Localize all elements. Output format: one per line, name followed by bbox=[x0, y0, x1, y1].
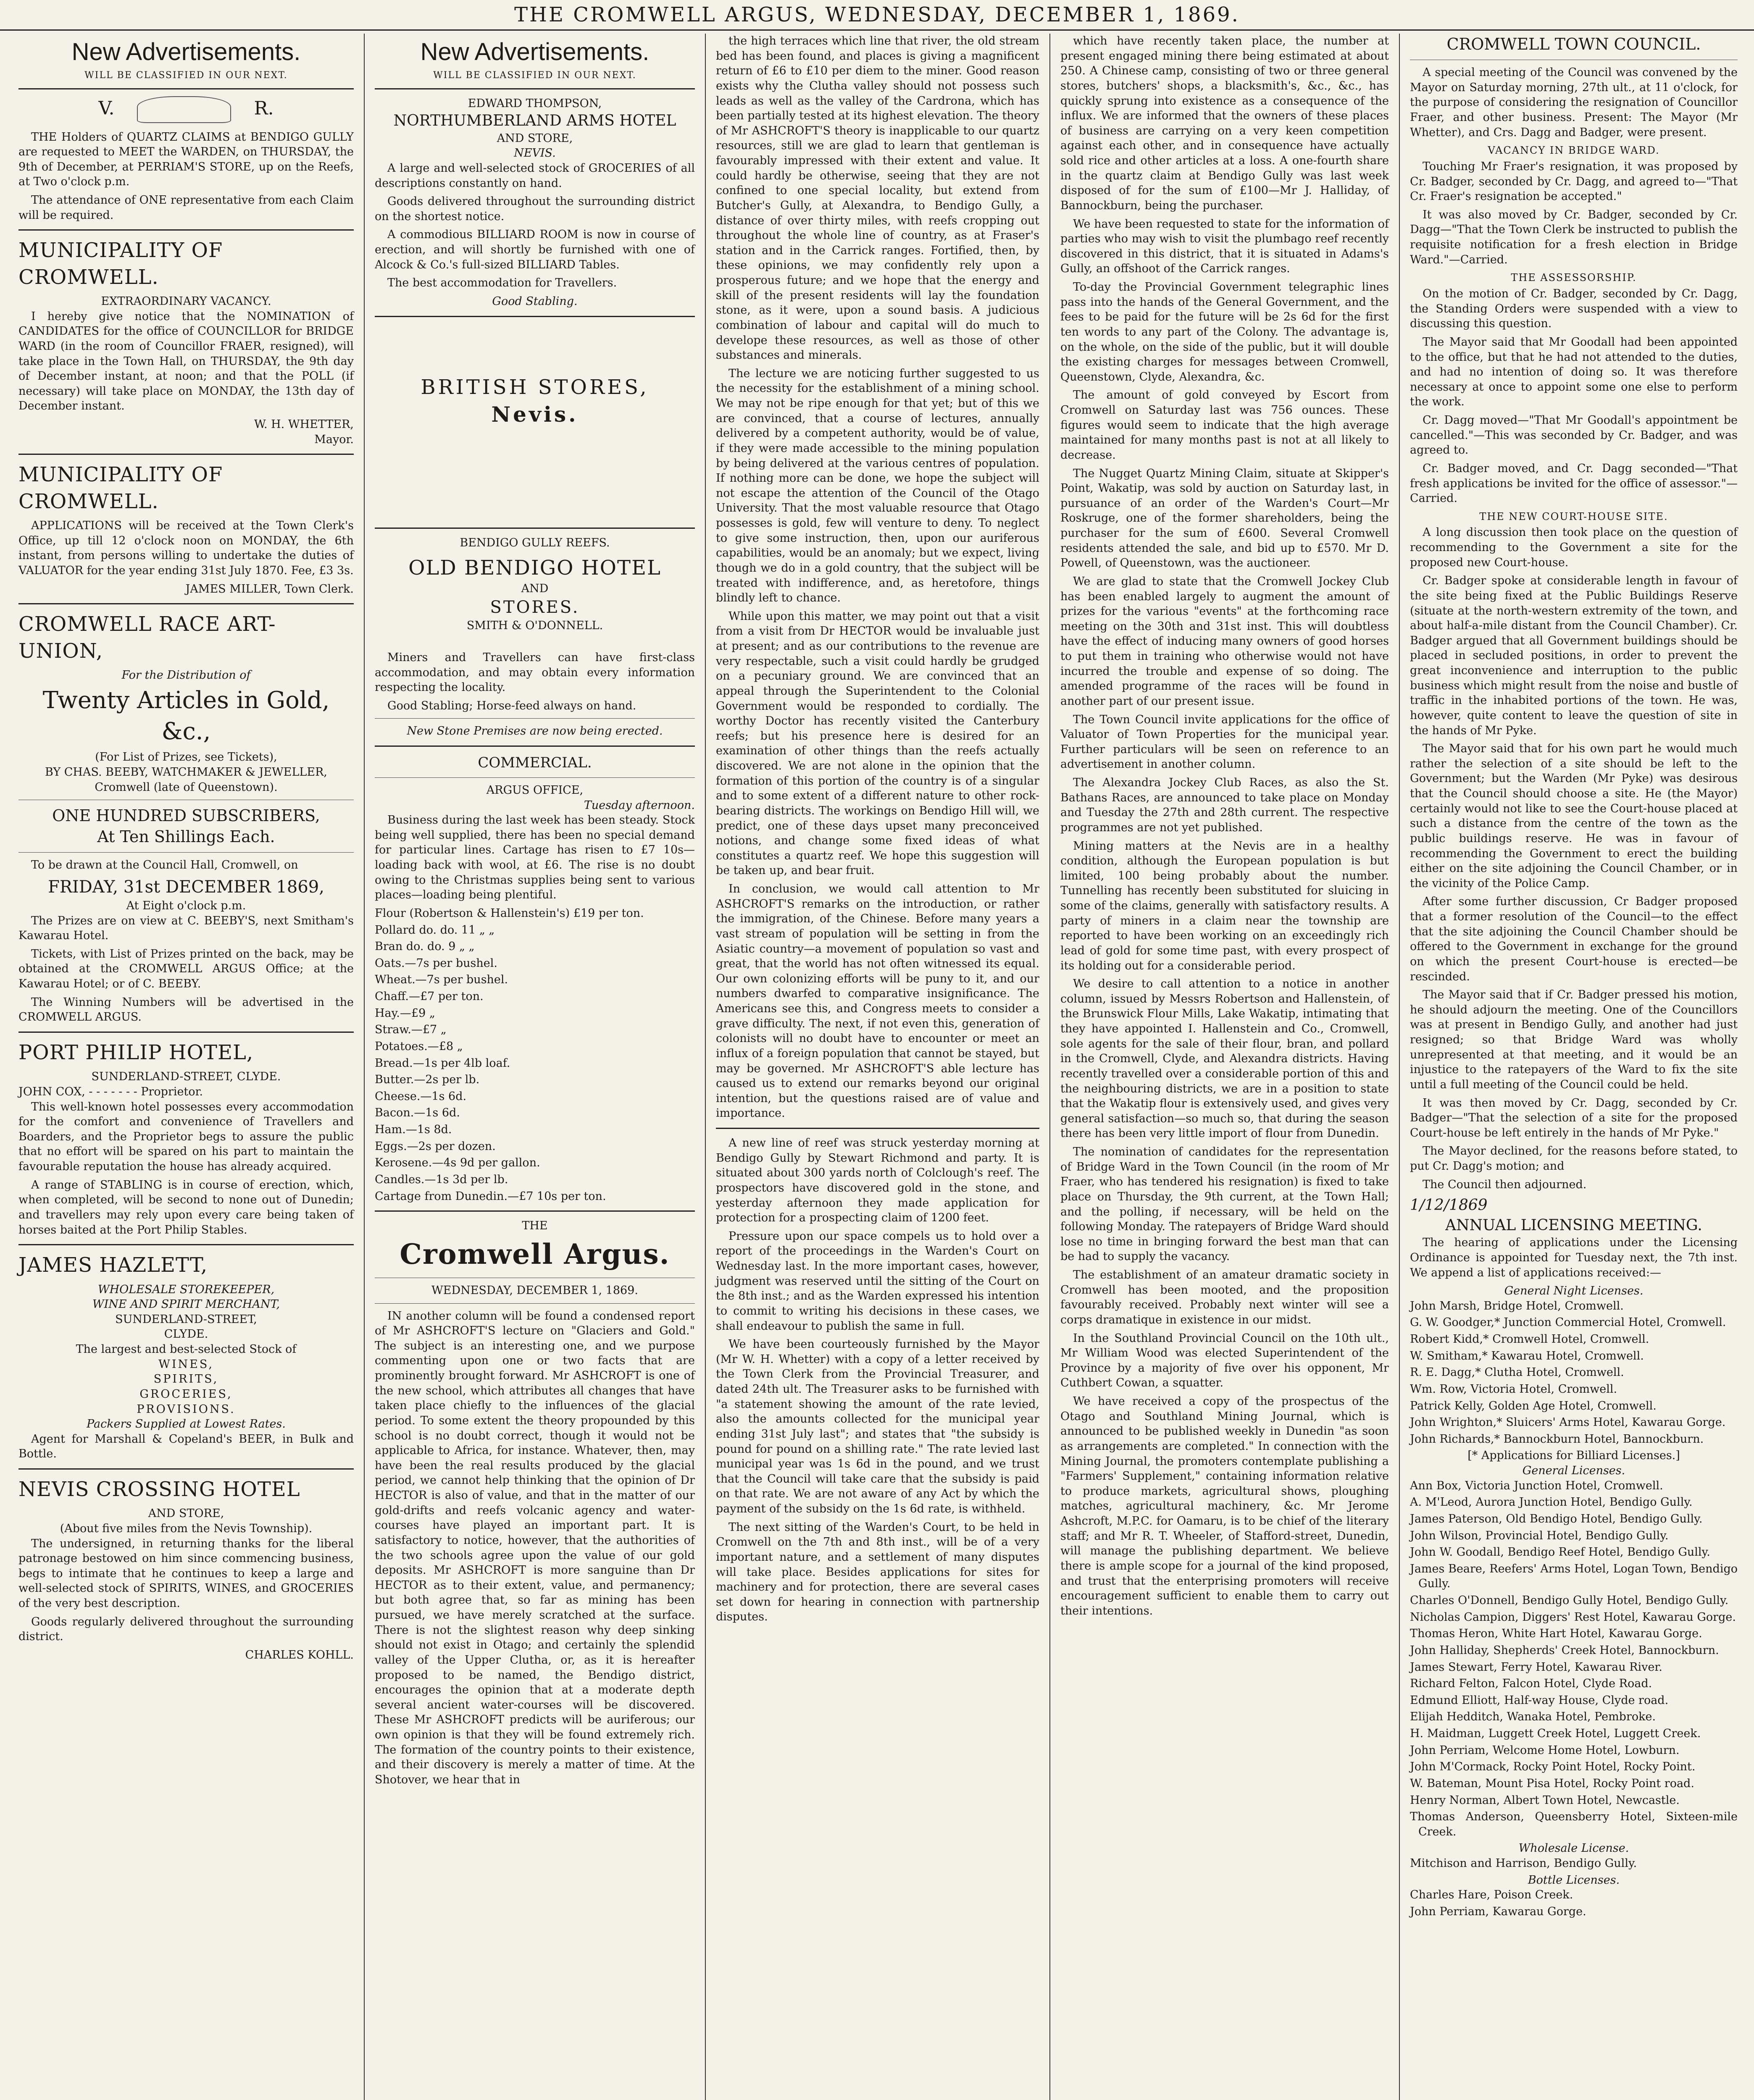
list-item: John Perriam, Welcome Home Hotel, Lowburn. bbox=[1410, 1743, 1680, 1757]
nevis-hotel-sub: AND STORE, bbox=[148, 1507, 224, 1520]
price-item: Cheese.—1s 6d. bbox=[375, 1089, 467, 1103]
list-item: Patrick Kelly, Golden Age Hotel, Cromwell. bbox=[1410, 1399, 1657, 1412]
et-text: A large and well-selected stock of GROCERIES of all descriptions constantly on hand. bbox=[375, 161, 695, 190]
column-5 bbox=[1399, 34, 1748, 2100]
race-hundred: ONE HUNDRED SUBSCRIBERS, bbox=[52, 806, 320, 825]
nevis-hotel-loc: (About five miles from the Nevis Township). bbox=[60, 1522, 313, 1535]
editorial-text: IN another column will be found a condensed report of Mr ASHCROFT'S lecture on "Glaciers and Gold." The subject is an interesting one, and we purpose commenting upon one or two facts that are prominently brought forward. Mr ASHCROFT is one of the new school, which attributes all changes that have taken place chiefly to the influences of the glacial period. To some extent the theory propounded by this school is no doubt correct, though it would not be applicable to Africa, for instance. Whatever, then, may have been the real results produced by the glacial period, we cannot help thinking that the opinion of Dr HECTOR is also of value, and that in the matter of our gold-drifts and reefs volcanic agency and water-courses have played an important part. It is satisfactory to notice, however, that the authorities of the two schools agree upon the value of our gold deposits. Mr ASHCROFT is more sanguine than Dr HECTOR as to their extent, value, and permanency; but both agree that, so far as mining has been pursued, we have merely scratched at the surface. There is not the slightest reason why deep sinking should not exist in Otago; and certainly the splendid valley of the Upper Clutha, or, as it is hereafter proposed to be named, the Bendigo district, encourages the opinion that at a moderate depth several ancient water-courses will be discovered. These Mr ASHCROFT predicts will be auriferous; our own opinion is that they will be found extremely rich. The formation of the country points to their existence, and their discovery is merely a matter of time. At the Shotover, we hear that in bbox=[375, 1309, 695, 1786]
divider bbox=[375, 528, 695, 529]
news-paragraph: The establishment of an amateur dramatic society in Cromwell has been mooted, and the proposition favourably received. Probably next winter will see a corps dramatique in existence in our midst. bbox=[1060, 1268, 1389, 1326]
news-paragraph: The Alexandra Jockey Club Races, as also the St. Bathans Races, are announced to take place on Monday and Tuesday the 27th and 28th current. The respective programmes are not yet published. bbox=[1060, 776, 1389, 834]
hazlett-item: WINES, bbox=[158, 1357, 214, 1371]
editorial-continued: the high terraces which line that river, the old stream bed has been found, and places is giving a magnificent return of £6 to £10 per diem to the miner. Good reason exists why the Clutha valley should not possess such leads as well as the valley of the Cardrona, which has been partially tested at its highest elevation. The theory of Mr ASHCROFT'S theory is inapplicable to our quartz resources, still we are glad to learn that gentleman is favourably impressed with their extent and value. It could hardly be otherwise, seeing that they are not confined to one special locality, but extend from Butcher's Gully, at Alexandra, to Bendigo Gully, a distance of over thirty miles, with reefs cropping out throughout the whole line of country, as at Fraser's station and in the Carrick ranges. Fortified, then, by these opinions, we may confidently rely upon a prosperous future; and we hope that the energy and skill of the present residents will lay the foundation stone, as it were, upon a sound basis. A judicious combination of labour and capital will do much to develope these resources, as well as those of other substances and minerals. bbox=[716, 34, 1039, 362]
list-item: Elijah Hedditch, Wanaka Hotel, Pembroke. bbox=[1410, 1710, 1656, 1724]
price-item: Kerosene.—4s 9d per gallon. bbox=[375, 1156, 540, 1170]
race-by: BY CHAS. BEEBY, WATCHMAKER & JEWELLER, bbox=[45, 765, 327, 779]
price-item: Bran do. do. 9 „ „ bbox=[375, 940, 475, 953]
list-item: Charles O'Donnell, Bendigo Gully Hotel, Bendigo Gully. bbox=[1410, 1594, 1729, 1607]
hazlett-item: GROCERIES, bbox=[139, 1387, 233, 1401]
bendigo-reefs: BENDIGO GULLY REEFS. bbox=[460, 536, 610, 549]
news-paragraph: The nomination of candidates for the representation of Bridge Ward in the Town Council (in the room of Mr Fraer, who has tendered his resignation) is fixed to take place on Thursday, the 9th current, at the Town Hall; and the polling, if necessary, will be held on the following Monday. The ratepayers of Bridge Ward should lose no time in bringing forward the best man that can be had to supply the vacancy. bbox=[1060, 1145, 1389, 1263]
race-view: The Prizes are on view at C. BEEBY'S, next Smitham's Kawarau Hotel. bbox=[18, 914, 354, 942]
hazlett-town: CLYDE. bbox=[164, 1328, 208, 1341]
royal-crest bbox=[18, 96, 354, 123]
price-list bbox=[375, 906, 695, 1204]
hazlett-item: PROVISIONS. bbox=[137, 1402, 236, 1416]
price-item: Cartage from Dunedin.—£7 10s per ton. bbox=[375, 1189, 606, 1203]
ads-heading: New Advertisements. bbox=[420, 38, 650, 66]
list-item: John Wrighton,* Sluicers' Arms Hotel, Kawarau Gorge. bbox=[1410, 1416, 1726, 1429]
hazlett-sub2: WINE AND SPIRIT MERCHANT, bbox=[92, 1298, 280, 1311]
divider bbox=[375, 1303, 695, 1304]
column-1 bbox=[8, 34, 364, 2100]
list-item: Nicholas Campion, Diggers' Rest Hotel, Kawarau Gorge. bbox=[1410, 1610, 1736, 1624]
commercial-day: Tuesday afternoon. bbox=[584, 798, 695, 812]
divider bbox=[375, 88, 695, 89]
divider bbox=[18, 88, 354, 89]
hazlett-item: SPIRITS, bbox=[153, 1373, 219, 1386]
municipality-title: MUNICIPALITY OF CROMWELL. bbox=[18, 239, 223, 289]
council-paragraph: A special meeting of the Council was convened by the Mayor on Saturday morning, 27th ult., at 11 o'clock, for the purpose of considering the resignation of Councillor Fraer, and other business. Present: The Mayor (Mr Whetter), and Crs. Dagg and Badger, were present. bbox=[1410, 66, 1738, 139]
news-paragraph: The amount of gold conveyed by Escort from Cromwell on Saturday last was 756 ounces. These figures would seem to indicate that the high average maintained for many months past is not at all likely to decrease. bbox=[1060, 388, 1389, 462]
list-item: John M'Cormack, Rocky Point Hotel, Rocky Point. bbox=[1410, 1760, 1696, 1774]
nevis-hotel-text-2: Goods regularly delivered throughout the surrounding district. bbox=[18, 1615, 354, 1643]
handwritten-date: 1/12/1869 bbox=[1410, 1197, 1488, 1214]
section-vacancy: VACANCY IN BRIDGE WARD. bbox=[1488, 144, 1660, 157]
news-paragraph: which have recently taken place, the number at present engaged mining there being estimated at about 250. A Chinese camp, consisting of two or three general stores, butchers' shops, a blacksmith's, &c., &c., has quickly sprung into existence as a consequence of the influx. We are informed that the owners of these places of business are carrying on a very keen competition against each other, and in consequence have actually sold rice and other articles at a loss. A one-fourth share in the quartz claim at Bendigo Gully was last week disposed of for the sum of £100—Mr J. Halliday, of Bannockburn, being the purchaser. bbox=[1060, 34, 1389, 212]
race-big: Twenty Articles in Gold, &c., bbox=[42, 687, 330, 746]
council-paragraph: A long discussion then took place on the question of recommending to the Government a site for the proposed new Court-house. bbox=[1410, 526, 1738, 569]
divider bbox=[375, 777, 695, 778]
municipality-sub: EXTRAORDINARY VACANCY. bbox=[101, 295, 271, 308]
list-item: John Perriam, Kawarau Gorge. bbox=[1410, 1905, 1586, 1918]
editorial-paragraph: The lecture we are noticing further suggested to us the necessity for the establishment of a mining school. We may not be ripe enough for that yet; but of this we are convinced, that a course of lectures, annually delivered by a competent authority, would be of value, if they were made accessible to the mining population by being delivered at the various centres of population. If nothing more can be done, we hope the subject will not escape the attention of the Council of the Otago University. That the most valuable resource that Otago possesses is gold, few will venture to deny. To neglect to give some instruction, then, upon our auriferous capabilities, would be an anomaly; but we expect, living though we do in a gold country, that the subject will be treated with indifference, and, as heretofore, things blindly left to chance. bbox=[716, 367, 1039, 605]
race-date: FRIDAY, 31st DECEMBER 1869, bbox=[48, 877, 324, 897]
news-paragraph: Pressure upon our space compels us to hold over a report of the proceedings in the Warden's Court on Wednesday last. In the more important cases, however, judgment was reserved until the sitting of the Court on the 8th inst.; and as the Warden expressed his intention to commit to writing his decisions in these cases, we shall endeavour to publish the same in full. bbox=[716, 1229, 1039, 1333]
news-paragraph: The Nugget Quartz Mining Claim, situate at Skipper's Point, Wakatip, was sold by auction on Saturday last, in pursuance of an order of the Warden's Court—Mr Roskruge, one of the former shareholders, being the purchaser for the sum of £600. Several Cromwell residents attended the sale, and bid up to £570. Mr D. Powell, of Queenstown, was the auctioneer. bbox=[1060, 467, 1389, 570]
divider bbox=[18, 852, 354, 853]
news-paragraph: A new line of reef was struck yesterday morning at Bendigo Gully by Stewart Richmond and party. It is situated about 300 yards north of Colclough's reef. The prospectors have discovered gold in the stone, and yesterday afternoon they made application for protection for a prospecting claim of 1200 feet. bbox=[716, 1137, 1039, 1225]
council-paragraph: The Council then adjourned. bbox=[1423, 1178, 1587, 1191]
news-paragraph: The next sitting of the Warden's Court, to be held in Cromwell on the 7th and 8th inst., will be of a very important nature, and a settlement of many disputes will take place. Besides applications for sites for machinery and for protection, there are several cases set down for hearing in connection with partnership disputes. bbox=[716, 1520, 1039, 1624]
list-item: W. Bateman, Mount Pisa Hotel, Rocky Point road. bbox=[1410, 1777, 1694, 1790]
council-paragraph: Cr. Dagg moved—"That Mr Goodall's appointment be cancelled."—This was seconded by Cr. Badger, and was agreed to. bbox=[1410, 414, 1738, 457]
price-item: Potatoes.—£8 „ bbox=[375, 1040, 463, 1053]
list-item: W. Smitham,* Kawarau Hotel, Cromwell. bbox=[1410, 1349, 1644, 1362]
price-item: Hay.—£9 „ bbox=[375, 1006, 435, 1020]
council-paragraph: The Mayor said that if Cr. Badger pressed his motion, he should adjourn the meeting. One of the Councillors was at present in Bendigo Gully, and another had just resigned; so that Bridge Ward was wholly unrepresented at that meeting, and it would be an injustice to the ratepayers of the Ward to fix the site until a full meeting of the Council could be held. bbox=[1410, 988, 1738, 1091]
list-item: John Marsh, Bridge Hotel, Cromwell. bbox=[1410, 1299, 1624, 1312]
race-title: CROMWELL RACE ART-UNION, bbox=[18, 612, 276, 663]
news-paragraph: We desire to call attention to a notice in another column, issued by Messrs Robertson and Hallenstein, of the Brunswick Flour Mills, Lake Wakatip, intimating that they have appointed I. Hallenstein and Co., Cromwell, sole agents for the sale of their flour, bran, and pollard in the Cromwell, Clyde, and Alexandra districts. Having recently travelled over a considerable portion of this and the neighbouring districts, we are in a position to state that the Wakatip flour is extensively used, and gives very general satisfaction—so much so, that during the season there has been very little import of flour from Dunedin. bbox=[1060, 977, 1389, 1140]
port-prop: JOHN COX, - - - - - - - Proprietor. bbox=[18, 1085, 203, 1098]
price-item: Oats.—7s per bushel. bbox=[375, 956, 498, 970]
list-item: Thomas Heron, White Hart Hotel, Kawarau Gorge. bbox=[1410, 1627, 1702, 1641]
hazlett-title: JAMES HAZLETT, bbox=[18, 1253, 208, 1277]
hazlett-largest: The largest and best-selected Stock of bbox=[76, 1343, 297, 1356]
price-item: Candles.—1s 3d per lb. bbox=[375, 1173, 508, 1186]
port-title: PORT PHILIP HOTEL, bbox=[18, 1040, 254, 1064]
divider bbox=[375, 316, 695, 317]
race-list: (For List of Prizes, see Tickets), bbox=[95, 751, 277, 764]
british-stores-title: BRITISH STORES, bbox=[421, 375, 649, 399]
nevis-hotel-text: The undersigned, in returning thanks for the liberal patronage bestowed on him since commencing business, begs to intimate that he continues to keep a large and well-selected stock of SPIRITS, WINES, and GROCERIES of the very best description. bbox=[18, 1537, 354, 1610]
quartz-notice: THE Holders of QUARTZ CLAIMS at BENDIGO GULLY are requested to MEET the WARDEN, on THURSDAY, the 9th of December, at PERRIAM'S STORE, up on the Reefs, at Two o'clock p.m. bbox=[18, 130, 354, 189]
british-stores-place: Nevis. bbox=[491, 402, 579, 427]
port-sub: SUNDERLAND-STREET, CLYDE. bbox=[91, 1070, 281, 1084]
race-sub: For the Distribution of bbox=[121, 668, 251, 682]
list-item: John Richards,* Bannockburn Hotel, Bannockburn. bbox=[1410, 1432, 1704, 1446]
municipality-sign-2: Mayor. bbox=[314, 433, 354, 446]
crest-letter-left: V. bbox=[98, 97, 115, 119]
wholesale-heading: Wholesale License. bbox=[1518, 1842, 1629, 1855]
municipality-2-sign: JAMES MILLER, Town Clerk. bbox=[185, 582, 354, 596]
list-item: John Halliday, Shepherds' Creek Hotel, Bannockburn. bbox=[1410, 1643, 1719, 1657]
old-bendigo-stores: STORES. bbox=[490, 597, 580, 617]
council-paragraph: Cr. Badger spoke at considerable length in favour of the site being fixed at the Public Buildings Reserve (situate at the north-western extremity of the town, and about half-a-mile distant from the Council Chamber). Cr. Badger argued that all Government buildings should be placed in secluded positions, in order to prevent the great inconvenience and interruption to the public business which might result from the noise and bustle of traffic in the inhabited portions of the town. He was, however, quite content to leave the question of site in the hands of Mr Pyke. bbox=[1410, 574, 1738, 737]
section-courthouse: THE NEW COURT-HOUSE SITE. bbox=[1479, 510, 1668, 522]
general-licenses-heading: General Licenses. bbox=[1522, 1464, 1625, 1478]
et-text-4: The best accommodation for Travellers. bbox=[387, 276, 617, 290]
race-tickets: Tickets, with List of Prizes printed on the back, may be obtained at the CROMWELL ARGUS Office; at the Kawarau Hotel; or of C. BEEBY. bbox=[18, 947, 354, 991]
race-time: At Eight o'clock p.m. bbox=[126, 899, 246, 912]
et-text-2: Goods delivered throughout the surrounding district on the shortest notice. bbox=[375, 195, 695, 223]
divider bbox=[375, 746, 695, 747]
price-item: Wheat.—7s per bushel. bbox=[375, 973, 508, 987]
argus-title: Cromwell Argus. bbox=[400, 1237, 670, 1270]
hazlett-sub1: WHOLESALE STOREKEEPER, bbox=[97, 1283, 275, 1296]
argus-date: WEDNESDAY, DECEMBER 1, 1869. bbox=[431, 1284, 638, 1297]
column-4 bbox=[1049, 34, 1399, 2100]
section-assessorship: THE ASSESSORSHIP. bbox=[1511, 272, 1637, 284]
divider bbox=[18, 1032, 354, 1033]
race-shillings: At Ten Shillings Each. bbox=[97, 827, 275, 846]
list-item: James Stewart, Ferry Hotel, Kawarau River. bbox=[1410, 1660, 1662, 1674]
news-paragraph: We have been courteously furnished by the Mayor (Mr W. H. Whetter) with a copy of a letter received by the Town Clerk from the Provincial Treasurer, and dated 24th ult. The Treasurer asks to be furnished with "a statement showing the amount of the rate levied, also the amounts collected for the municipal year ending 31st July last"; and states that "the subsidy is pound for pound on a shilling rate." The rate levied last municipal year was 1s 6d in the pound, and we trust that the Council will take care that the subsidy is paid on that rate. We are not aware of any Act by which the payment of the subsidy on the 1s 6d rate, is withheld. bbox=[716, 1338, 1039, 1515]
crest-icon bbox=[137, 96, 231, 123]
old-bendigo-text-2: Good Stabling; Horse-feed always on hand. bbox=[387, 699, 636, 712]
municipality-text: I hereby give notice that the NOMINATION of CANDIDATES for the office of COUNCILLOR for BRIDGE WARD (in the room of Councillor FRAER, resigned), will take place in the Town Hall, on THURSDAY, the 9th day of December instant, at noon; and that the POLL (if necessary) will take place on MONDAY, the 13th day of December instant. bbox=[18, 310, 354, 413]
et-stabling: Good Stabling. bbox=[492, 294, 578, 308]
old-bendigo-and: AND bbox=[521, 582, 549, 595]
editorial-paragraph: In conclusion, we would call attention to Mr ASHCROFT'S remarks on the introduction, or rather the immigration, of the Chinese. Before many years a vast stream of population will be setting in from the Asiatic country—a movement of population so vast and great, that the world has not often witnessed its equal. Our own colonizing efforts will be puny to it, and our numbers dwarfed to comparative insignificance. The Americans see this, and Congress meets to consider a grave difficulty. The next, if not even this, generation of colonists will no doubt have to encounter or meet an influx of a foreign population that cannot be stayed, but may be governed. Mr ASHCROFT'S able lecture has caused us to extend our remarks beyond our original intention, but the questions raised are of value and importance. bbox=[716, 882, 1039, 1120]
commercial-office: ARGUS OFFICE, bbox=[486, 783, 584, 797]
divider bbox=[18, 603, 354, 604]
editorial-paragraph: While upon this matter, we may point out that a visit from a visit from Dr HECTOR would be invaluable just at present; and as our contributions to the revenue are very respectable, such a visit could hardly be grudged on a pecuniary ground. We are convinced that an appeal through the Superintendent to the Colonial Government would be responded to cordially. The worthy Doctor has recently visited the Canterbury reefs; but his presence here is desired for an examination of other things than the reefs actually discovered. We are not alone in the opinion that the formation of this portion of the country is of a singular and to some extent of a different nature to other rock-bearing districts. The workings on Bendigo Hill will, we predict, one of these days upset many preconceived notions, and change some fixed ideas of what constitutes a quartz reef. We hope this suggestion will be taken up, and bear fruit. bbox=[716, 609, 1039, 877]
municipality-2-title: MUNICIPALITY OF CROMWELL. bbox=[18, 463, 223, 513]
news-paragraph: We are glad to state that the Cromwell Jockey Club has been enabled largely to augment the amount of prizes for the various "events" at the forthcoming race meeting on the 30th and 31st inst. This will doubtless have the effect of inducing many owners of good horses to put them in training who otherwise would not have incurred the trouble and expense of so doing. The amended programme of the races will be found in another part of our present issue. bbox=[1060, 575, 1389, 708]
news-paragraph: Mining matters at the Nevis are in a healthy condition, although the European population is but limited, 100 being probably about the number. Tunnelling has recently been substituted for sluicing in some of the claims, generally with satisfactory results. A party of miners in a claim near the township are reported to have been working on an exceedingly rich lead of gold for some time past, with every prospect of its holding out for a considerable period. bbox=[1060, 839, 1389, 972]
municipality-2-text: APPLICATIONS will be received at the Town Clerk's Office, up till 12 o'clock noon on MONDAY, the 6th instant, from persons willing to undertake the duties of VALUATOR for the year ending 31st July 1870. Fee, £3 3s. bbox=[18, 519, 354, 577]
port-text: This well-known hotel possesses every accommodation for the comfort and convenience of Travellers and Boarders, and the Proprietor begs to assure the public that no effort will be spared on his part to maintain the favourable reputation the house has already acquired. bbox=[18, 1100, 354, 1173]
ads-heading: New Advertisements. bbox=[71, 38, 301, 66]
divider bbox=[375, 718, 695, 719]
et-name: EDWARD THOMPSON, bbox=[468, 97, 602, 110]
crest-letter-right: R. bbox=[254, 97, 274, 119]
night-licenses-note: [* Applications for Billiard Licenses.] bbox=[1467, 1449, 1680, 1462]
hazlett-agent: Agent for Marshall & Copeland's BEER, in Bulk and Bottle. bbox=[18, 1432, 354, 1461]
list-item: John Wilson, Provincial Hotel, Bendigo Gully. bbox=[1410, 1529, 1669, 1542]
column-3 bbox=[705, 34, 1049, 2100]
quartz-notice-2: The attendance of ONE representative from each Claim will be required. bbox=[18, 194, 354, 222]
et-hotel: NORTHUMBERLAND ARMS HOTEL bbox=[393, 112, 676, 130]
municipality-sign: W. H. WHETTER, bbox=[254, 418, 354, 431]
ads-subheading: WILL BE CLASSIFIED IN OUR NEXT. bbox=[84, 70, 288, 81]
news-paragraph: In the Southland Provincial Council on the 10th ult., Mr William Wood was elected Superintendent of the Province by a majority of five over his opponent, Mr Cuthbert Cowan, a squatter. bbox=[1060, 1331, 1389, 1390]
price-item: Ham.—1s 8d. bbox=[375, 1123, 452, 1137]
price-item: Flour (Robertson & Hallenstein's) £19 per ton. bbox=[375, 906, 644, 920]
price-item: Bacon.—1s 6d. bbox=[375, 1106, 460, 1120]
race-place: Cromwell (late of Queenstown). bbox=[95, 780, 278, 794]
divider bbox=[18, 229, 354, 231]
divider bbox=[18, 454, 354, 455]
council-paragraph: It was also moved by Cr. Badger, seconded by Cr. Dagg—"That the Town Clerk be instructed to publish the requisite notification for a fresh election in Bridge Ward."—Carried. bbox=[1410, 208, 1738, 266]
column-2 bbox=[364, 34, 705, 2100]
list-item: A. M'Leod, Aurora Junction Hotel, Bendigo Gully. bbox=[1410, 1496, 1693, 1509]
masthead: THE CROMWELL ARGUS, WEDNESDAY, DECEMBER 1, 1869. bbox=[0, 0, 1754, 31]
et-text-3: A commodious BILLIARD ROOM is now in course of erection, and will shortly be furnished with one of Alcock & Co.'s full-sized BILLIARD Tables. bbox=[375, 228, 695, 271]
list-item: G. W. Goodger,* Junction Commercial Hotel, Cromwell. bbox=[1410, 1316, 1726, 1329]
hazlett-street: SUNDERLAND-STREET, bbox=[115, 1312, 257, 1326]
list-item: James Beare, Reefers' Arms Hotel, Logan Town, Bendigo Gully. bbox=[1410, 1562, 1738, 1591]
town-council-heading: CROMWELL TOWN COUNCIL. bbox=[1446, 35, 1701, 53]
ads-subheading: WILL BE CLASSIFIED IN OUR NEXT. bbox=[433, 70, 636, 81]
licensing-heading: ANNUAL LICENSING MEETING. bbox=[1445, 1216, 1702, 1234]
argus-the: THE bbox=[522, 1219, 548, 1233]
list-item: Ann Box, Victoria Junction Hotel, Cromwell. bbox=[1410, 1479, 1663, 1492]
news-paragraph: The Town Council invite applications for the office of Valuator of Town Properties for the municipal year. Further particulars will be seen on reference to an advertisement in another column. bbox=[1060, 713, 1389, 771]
divider bbox=[716, 1128, 1039, 1129]
hazlett-packers: Packers Supplied at Lowest Rates. bbox=[87, 1418, 286, 1431]
list-item: Robert Kidd,* Cromwell Hotel, Cromwell. bbox=[1410, 1333, 1649, 1346]
port-text-2: A range of STABLING is in course of erection, which, when completed, will be second to none out of Dunedin; and travellers may rely upon every care being taken of horses baited at the Port Philip Stables. bbox=[18, 1178, 354, 1236]
council-paragraph: After some further discussion, Cr Badger proposed that a former resolution of the Council—to the effect that the site adjoining the Council Chamber should be offered to the Government in exchange for the ground on which the present Court-house is erected—be rescinded. bbox=[1410, 895, 1738, 983]
commercial-title: COMMERCIAL. bbox=[478, 754, 592, 772]
list-item: R. E. Dagg,* Clutha Hotel, Cromwell. bbox=[1410, 1366, 1624, 1379]
price-item: Eggs.—2s per dozen. bbox=[375, 1139, 496, 1153]
commercial-text: Business during the last week has been steady. Stock being well supplied, there has been no special demand for particular lines. Cartage has risen to £7 10s—loading back with wool, at £6. The rise is no doubt owing to the Christmas supplies being sent to various places—loading being plentiful. bbox=[375, 814, 695, 902]
price-item: Bread.—1s per 4lb loaf. bbox=[375, 1056, 510, 1070]
council-paragraph: Touching Mr Fraer's resignation, it was proposed by Cr. Badger, seconded by Cr. Dagg, and agreed to—"That Cr. Fraer's resignation be accepted." bbox=[1410, 160, 1738, 203]
council-paragraph: On the motion of Cr. Badger, seconded by Cr. Dagg, the Standing Orders were suspended with a view to discussing this question. bbox=[1410, 287, 1738, 331]
et-place: NEVIS. bbox=[514, 147, 556, 160]
price-item: Butter.—2s per lb. bbox=[375, 1073, 480, 1087]
list-item: H. Maidman, Luggett Creek Hotel, Luggett Creek. bbox=[1410, 1727, 1701, 1740]
old-bendigo-new: New Stone Premises are now being erected. bbox=[407, 724, 663, 738]
old-bendigo-title: OLD BENDIGO HOTEL bbox=[408, 556, 661, 580]
council-paragraph: Cr. Badger moved, and Cr. Dagg seconded—"That fresh applications be invited for the office of assessor."—Carried. bbox=[1410, 462, 1738, 505]
list-item: Thomas Anderson, Queensberry Hotel, Sixteen-mile Creek. bbox=[1410, 1810, 1738, 1838]
council-paragraph: The Mayor declined, for the reasons before stated, to put Cr. Dagg's motion; and bbox=[1410, 1144, 1738, 1173]
list-item: John W. Goodall, Bendigo Reef Hotel, Bendigo Gully. bbox=[1410, 1546, 1710, 1559]
news-paragraph: We have received a copy of the prospectus of the Otago and Southland Mining Journal, which is announced to be published weekly in Dunedin "as soon as arrangements are completed." In connection with the Mining Journal, the promoters contemplate publishing a "Farmers' Supplement," containing information relative to produce markets, agricultural shows, ploughing matches, agricultural machinery, &c. Mr Jerome Ashcroft, M.P.C. for Oamaru, is to be chief of the literary staff; and Mr R. T. Wheeler, of Stafford-street, Dunedin, will manage the publishing department. We believe there is ample scope for a journal of the kind proposed, and trust that the enterprising promoters will receive encouragement sufficient to enable them to carry out their intentions. bbox=[1060, 1395, 1389, 1617]
price-item: Pollard do. do. 11 „ „ bbox=[375, 923, 495, 937]
price-item: Chaff.—£7 per ton. bbox=[375, 990, 484, 1003]
old-bendigo-text: Miners and Travellers can have first-class accommodation, and may obtain every information respecting the locality. bbox=[375, 651, 695, 694]
nevis-hotel-title: NEVIS CROSSING HOTEL bbox=[18, 1478, 300, 1501]
list-item: Mitchison and Harrison, Bendigo Gully. bbox=[1410, 1857, 1637, 1870]
race-drawn: To be drawn at the Council Hall, Cromwell, on bbox=[31, 858, 298, 872]
old-bendigo-owners: SMITH & O'DONNELL. bbox=[466, 619, 603, 633]
nevis-hotel-sign: CHARLES KOHLL. bbox=[245, 1648, 354, 1662]
list-item: Charles Hare, Poison Creek. bbox=[1410, 1888, 1573, 1902]
news-paragraph: We have been requested to state for the information of parties who may wish to visit the plumbago reef recently discovered in this district, that it is situated in Adams's Gully, an offshoot of the Carrick ranges. bbox=[1060, 217, 1389, 276]
list-item: Wm. Row, Victoria Hotel, Cromwell. bbox=[1410, 1382, 1617, 1396]
bottle-heading: Bottle Licenses. bbox=[1528, 1873, 1620, 1887]
list-item: Richard Felton, Falcon Hotel, Clyde Road. bbox=[1410, 1677, 1652, 1690]
list-item: Henry Norman, Albert Town Hotel, Newcastle. bbox=[1410, 1793, 1680, 1807]
council-paragraph: The Mayor said that Mr Goodall had been appointed to the office, but that he had not attended to the duties, and had no intention of doing so. It was therefore necessary at once to appoint some one else to perform the work. bbox=[1410, 335, 1738, 409]
price-item: Straw.—£7 „ bbox=[375, 1023, 447, 1037]
divider bbox=[375, 1210, 695, 1212]
licensing-text: The hearing of applications under the Licensing Ordinance is appointed for Tuesday next, the 7th inst. We append a list of applications received:— bbox=[1410, 1236, 1738, 1279]
council-paragraph: The Mayor said that for his own part he would much rather the selection of a site should be left to the Government; but the Warden (Mr Pyke) was desirous that the Council should choose a site. He (the Mayor) certainly would not like to see the Court-house placed at such a distance from the centre of the town as the public buildings reserve. He was in favour of recommending the Government to erect the building either on the site adjoining the Council Chamber, or in the vicinity of the Police Camp. bbox=[1410, 742, 1738, 890]
et-store: AND STORE, bbox=[497, 131, 573, 145]
divider bbox=[18, 1468, 354, 1470]
race-winning: The Winning Numbers will be advertised in the CROMWELL ARGUS. bbox=[18, 995, 354, 1024]
night-licenses-heading: General Night Licenses. bbox=[1504, 1284, 1644, 1298]
night-licenses-list bbox=[1410, 1299, 1738, 1447]
list-item: Edmund Elliott, Half-way House, Clyde road. bbox=[1410, 1693, 1669, 1707]
general-licenses-list bbox=[1410, 1478, 1738, 1840]
divider bbox=[18, 1244, 354, 1245]
council-paragraph: It was then moved by Cr. Dagg, seconded by Cr. Badger—"That the selection of a site for the proposed Court-house be left entirely in the hands of Mr Pyke." bbox=[1410, 1096, 1738, 1139]
list-item: James Paterson, Old Bendigo Hotel, Bendigo Gully. bbox=[1410, 1512, 1703, 1525]
news-paragraph: To-day the Provincial Government telegraphic lines pass into the hands of the General Government, and the fees to be paid for the future will be 2s 6d for the first ten words to any part of the Colony. The advantage is, on the whole, on the side of the public, but it will double the existing charges for messages between Cromwell, Queenstown, Clyde, Alexandra, &c. bbox=[1060, 281, 1389, 383]
